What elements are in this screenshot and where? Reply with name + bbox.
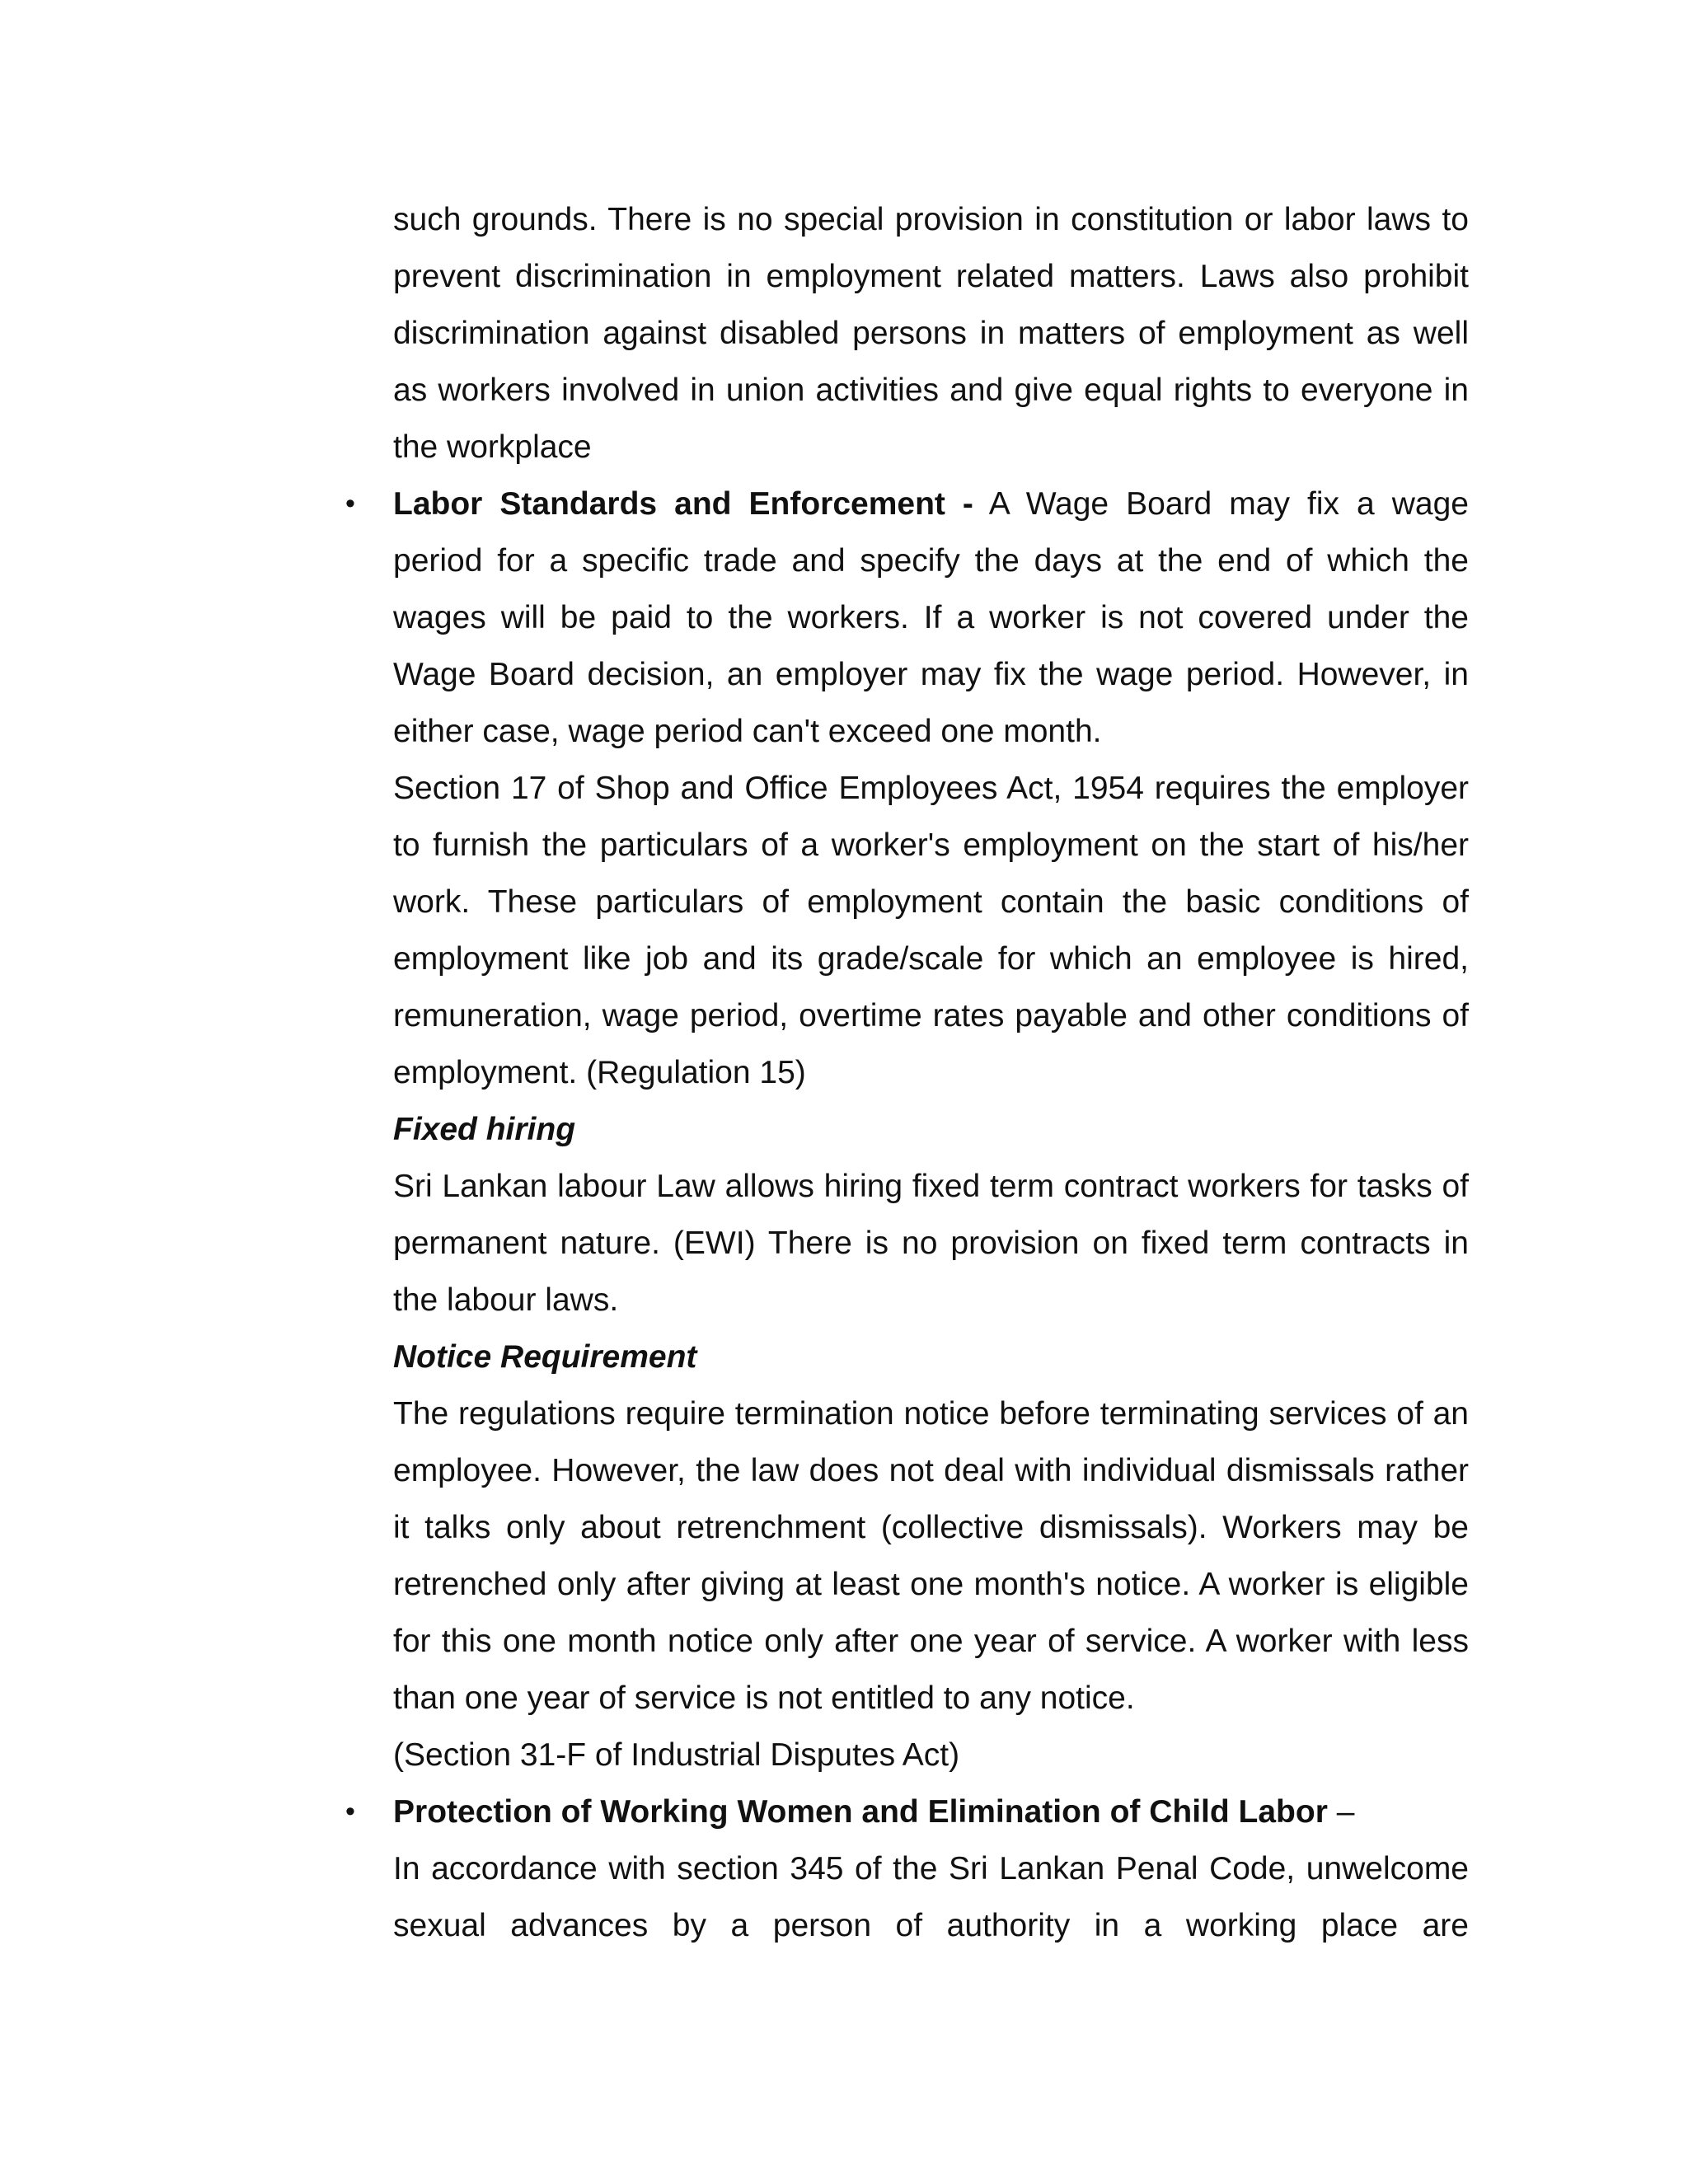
fixed-hiring-paragraph: Sri Lankan labour Law allows hiring fixed term contract workers for tasks of permanent nature. (EWI) There is no provision on fixed term contracts in the labour laws. — [393, 1169, 1469, 1318]
labor-standards-text: A Wage Board may fix a wage period for a specific trade and specify the days at the end of which the wages will be paid to the workers. If a worker is not covered under the Wage Board decision, an employer may fix the wage period. However, in either case, wage period can't exceed one month. — [393, 486, 1469, 749]
protection-women-heading: Protection of Working Women and Elimination of Child Labor — [393, 1794, 1328, 1830]
notice-requirement-citation: (Section 31-F of Industrial Disputes Act) — [393, 1737, 960, 1773]
protection-women-dash: – — [1327, 1794, 1355, 1830]
bullet-protection-women — [345, 1783, 1469, 1840]
labor-standards-paragraph — [393, 476, 1469, 760]
protection-women-heading-line — [393, 1783, 1469, 1840]
notice-requirement-heading: Notice Requirement — [393, 1339, 697, 1375]
fixed-hiring-heading: Fixed hiring — [393, 1112, 576, 1147]
protection-women-paragraph: In accordance with section 345 of the Sri Lankan Penal Code, unwelcome sexual advances by a person of authority in a working place are — [393, 1851, 1469, 1943]
bullet-labor-standards — [345, 476, 1469, 760]
labor-standards-heading: Labor Standards and Enforcement - — [393, 486, 973, 522]
bullet-icon: • — [345, 1796, 355, 1827]
section17-paragraph: Section 17 of Shop and Office Employees Act, 1954 requires the employer to furnish the particulars of a worker's employment on the start of his/her work. These particulars of employment contain the basic conditions of employment like job and its grade/scale for which an employee is hired, remuneration, wage period, overtime rates payable and other conditions of employment. (Regulation 15) — [393, 771, 1469, 1090]
notice-requirement-paragraph: The regulations require termination notice before terminating services of an employee. However, the law does not deal with individual dismissals rather it talks only about retrenchment (collective dismissals). Workers may be retrenched only after giving at least one month's notice. A worker is eligible for this one month notice only after one year of service. A worker with less than one year of service is not entitled to any notice. — [393, 1396, 1469, 1716]
document-body — [345, 191, 1469, 1954]
intro-paragraph: such grounds. There is no special provision in constitution or labor laws to prevent discrimination in employment related matters. Laws also prohibit discrimination against disabled persons in matters of employment as well as workers involved in union activities and give equal rights to everyone in the workplace — [393, 202, 1469, 465]
bullet-icon: • — [345, 488, 355, 519]
